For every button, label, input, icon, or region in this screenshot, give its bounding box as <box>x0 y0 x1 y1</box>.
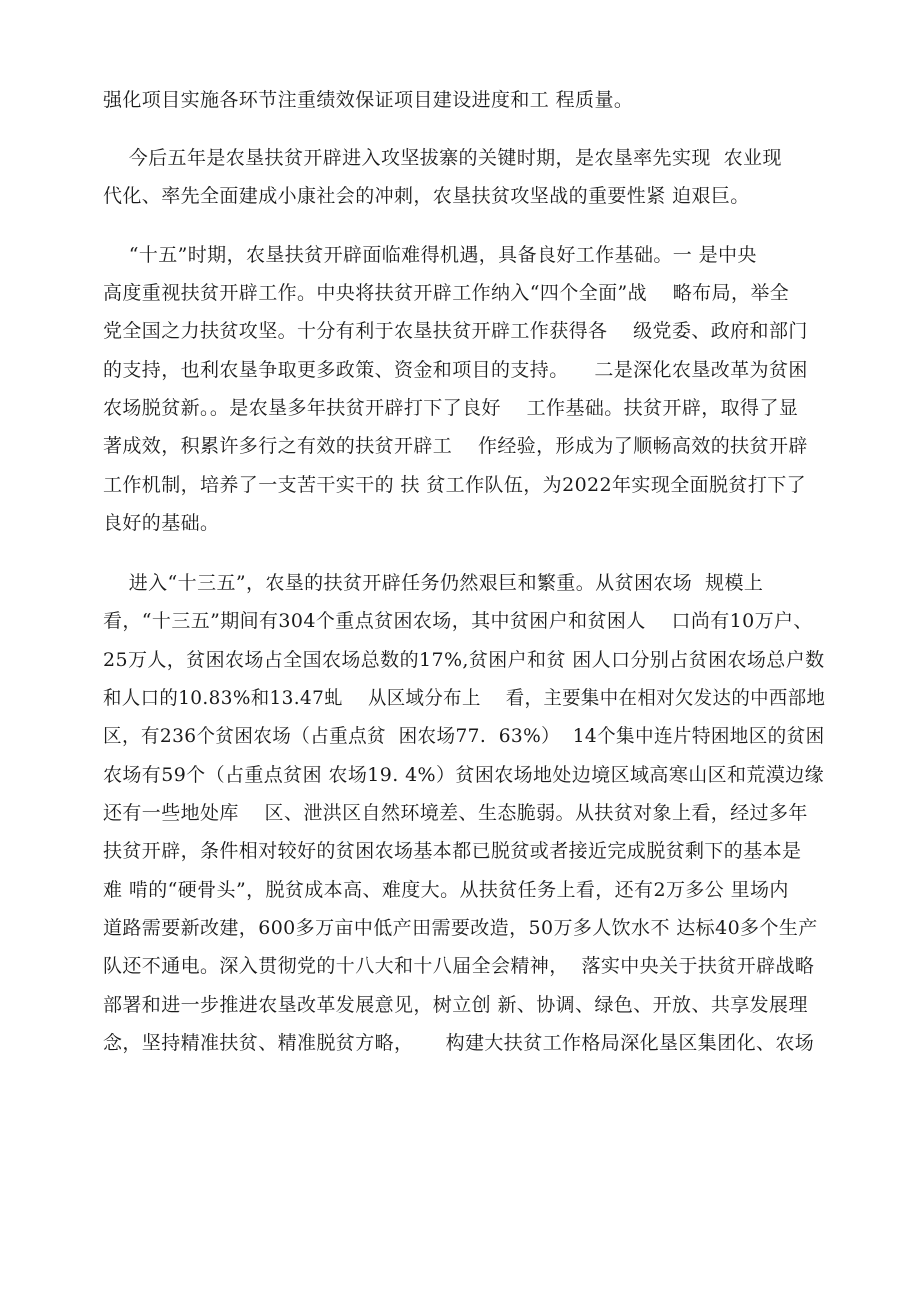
text-line: 队还不通电。深入贯彻党的十八大和十八届全会精神， 落实中央关于扶贫开辟战略 <box>103 955 815 977</box>
text-line: 难 啃的“硬骨头”，脱贫成本高、难度大。从扶贫任务上看，还有2万多公 里场内 <box>103 879 789 901</box>
text-line: 扶贫开辟，条件相对较好的贫困农场基本都已脱贫或者接近完成脱贫剩下的基本是 <box>103 840 802 862</box>
text-line: 强化项目实施各环节注重绩效保证项目建设进度和工 程质量。 <box>103 89 634 111</box>
text-line: 念，坚持精准扶贫、精准脱贫方略， 构建大扶贫工作格局深化垦区集团化、农场 <box>103 1032 815 1054</box>
text-line: 工作机制，培养了一支苦干实干的 扶 贫工作队伍，为2022年实现全面脱贫打下了 <box>103 474 807 496</box>
text-line: 今后五年是农垦扶贫开辟进入攻坚拔寨的关键时期，是农垦率先实现 农业现 <box>103 147 782 169</box>
text-line: 部署和进一步推进农垦改革发展意见，树立创 新、协调、绿色、开放、共享发展理 <box>103 994 808 1016</box>
text-line: 农场有59个（占重点贫困 农场19. 4%）贫困农场地处边境区域高寒山区和荒漠边缘 <box>103 764 825 786</box>
text-line: 良好的基础。 <box>103 512 220 534</box>
text-line: 高度重视扶贫开辟工作。中央将扶贫开辟工作纳入“四个全面”战 略布局，举全 <box>103 282 790 304</box>
text-line: 著成效，积累许多行之有效的扶贫开辟工 作经验，形成为了顺畅高效的扶贫开辟 <box>103 435 808 457</box>
text-line: 道路需要新改建，600多万亩中低产田需要改造，50万多人饮水不 达标40多个生产 <box>103 917 818 939</box>
text-line: 党全国之力扶贫攻坚。十分有利于农垦扶贫开辟工作获得各 级党委、政府和部门 <box>103 320 808 342</box>
text-line: 代化、率先全面建成小康社会的冲刺，农垦扶贫攻坚战的重要性紧 迫艰巨。 <box>103 185 750 207</box>
text-line: 的支持，也利农垦争取更多政策、资金和项目的支持。 二是深化农垦改革为贫困 <box>103 359 808 381</box>
text-line: 进入“十三五”，农垦的扶贫开辟任务仍然艰巨和繁重。从贫困农场 规模上 <box>103 572 764 594</box>
text-line: 区，有236个贫困农场（占重点贫 困农场77. 63%） 14个集中连片特困地区的贫困 <box>103 725 825 747</box>
text-line: 和人口的10.83%和13.47虬 从区域分布上 看，主要集中在相对欠发达的中西部地 <box>103 687 826 709</box>
text-line: 看，“十三五”期间有304个重点贫困农场，其中贫困户和贫困人 口尚有10万户、 <box>103 610 813 632</box>
text-line: 25万人，贫困农场占全国农场总数的17%,贫困户和贫 困人口分别占贫困农场总户数 <box>103 649 825 671</box>
text-line: 农场脱贫新。。是农垦多年扶贫开辟打下了良好 工作基础。扶贫开辟，取得了显 <box>103 397 799 419</box>
text-line: 还有一些地处库 区、泄洪区自然环境差、生态脆弱。从扶贫对象上看，经过多年 <box>103 802 808 824</box>
text-line: “十五”时期，农垦扶贫开辟面临难得机遇，具备良好工作基础。一 是中央 <box>103 244 757 266</box>
